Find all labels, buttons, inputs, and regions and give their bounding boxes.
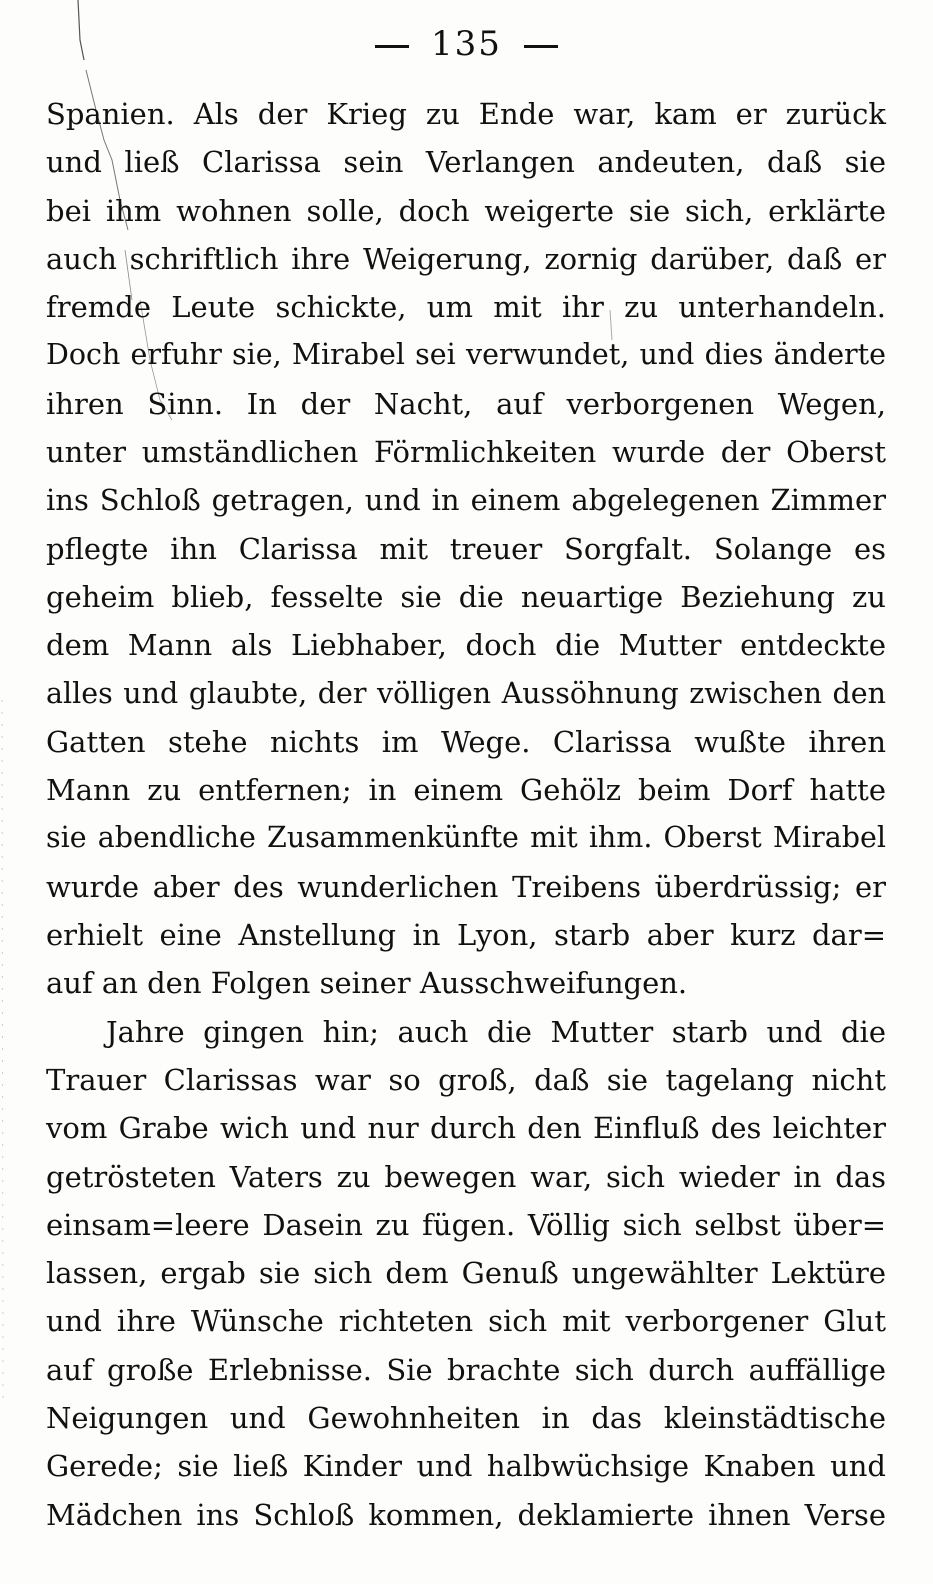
text-line: auch schriftlich ihre Weigerung, zornig darüber, daß er bbox=[46, 241, 886, 276]
text-line: Spanien. Als der Krieg zu Ende war, kam er zurück bbox=[46, 97, 886, 131]
text-line: und ihre Wünsche richteten sich mit verborgener Glut bbox=[46, 1304, 886, 1339]
text-line: geheim blieb, fesselte sie die neuartige Beziehung zu bbox=[46, 579, 886, 614]
text-line: unter umständlichen Förmlichkeiten wurde der Oberst bbox=[46, 435, 886, 470]
text-line: Neigungen und Gewohnheiten in das kleinstädtische bbox=[46, 1401, 886, 1436]
text-line: vom Grabe wich und nur durch den Einfluß des leichter bbox=[46, 1111, 886, 1146]
text-line: Jahre gingen hin; auch die Mutter starb und die bbox=[106, 1014, 886, 1049]
text-line: auf große Erlebnisse. Sie brachte sich durch auffällige bbox=[46, 1352, 886, 1387]
text-line: erhielt eine Anstellung in Lyon, starb aber kurz dar= bbox=[46, 918, 886, 953]
text-line: ins Schloß getragen, und in einem abgelegenen Zimmer bbox=[46, 483, 886, 518]
text-line: Mann zu entfernen; in einem Gehölz beim Dorf hatte bbox=[46, 773, 886, 808]
header-dash-left bbox=[375, 45, 409, 48]
text-line: Trauer Clarissas war so groß, daß sie tagelang nicht bbox=[46, 1062, 886, 1097]
text-line: Gerede; sie ließ Kinder und halbwüchsige Knaben und bbox=[46, 1449, 886, 1484]
page-number: 135 bbox=[431, 24, 502, 64]
header-dash-right bbox=[524, 45, 558, 48]
text-line: alles und glaubte, der völligen Aussöhnung zwischen den bbox=[46, 676, 886, 710]
text-line: Mädchen ins Schloß kommen, deklamierte ihnen Verse bbox=[46, 1497, 886, 1532]
text-line: dem Mann als Liebhaber, doch die Mutter entdeckte bbox=[46, 628, 886, 663]
text-line: und ließ Clarissa sein Verlangen andeuten, daß sie bbox=[46, 145, 886, 180]
text-line: Gatten stehe nichts im Wege. Clarissa wußte ihren bbox=[46, 724, 886, 759]
text-line: pflegte ihn Clarissa mit treuer Sorgfalt. Solange es bbox=[46, 531, 886, 566]
text-line: getrösteten Vaters zu bewegen war, sich wieder in das bbox=[46, 1159, 886, 1194]
text-line: sie abendliche Zusammenkünfte mit ihm. Oberst Mirabel bbox=[46, 821, 886, 855]
text-line: bei ihm wohnen solle, doch weigerte sie sich, erklärte bbox=[46, 193, 886, 228]
text-line: wurde aber des wunderlichen Treibens überdrüssig; er bbox=[46, 869, 886, 904]
text-line: ihren Sinn. In der Nacht, auf verborgenen Wegen, bbox=[46, 386, 886, 421]
page-header bbox=[0, 24, 933, 64]
text-line: lassen, ergab sie sich dem Genuß ungewählter Lektüre bbox=[46, 1256, 886, 1291]
text-line: Doch erfuhr sie, Mirabel sei verwundet, und dies änderte bbox=[46, 338, 886, 372]
text-line: auf an den Folgen seiner Ausschweifungen. bbox=[46, 966, 688, 1001]
text-line: fremde Leute schickte, um mit ihr zu unterhandeln. bbox=[46, 290, 886, 325]
body-text bbox=[46, 90, 886, 1539]
text-line: einsam=leere Dasein zu fügen. Völlig sich selbst über= bbox=[46, 1207, 886, 1242]
